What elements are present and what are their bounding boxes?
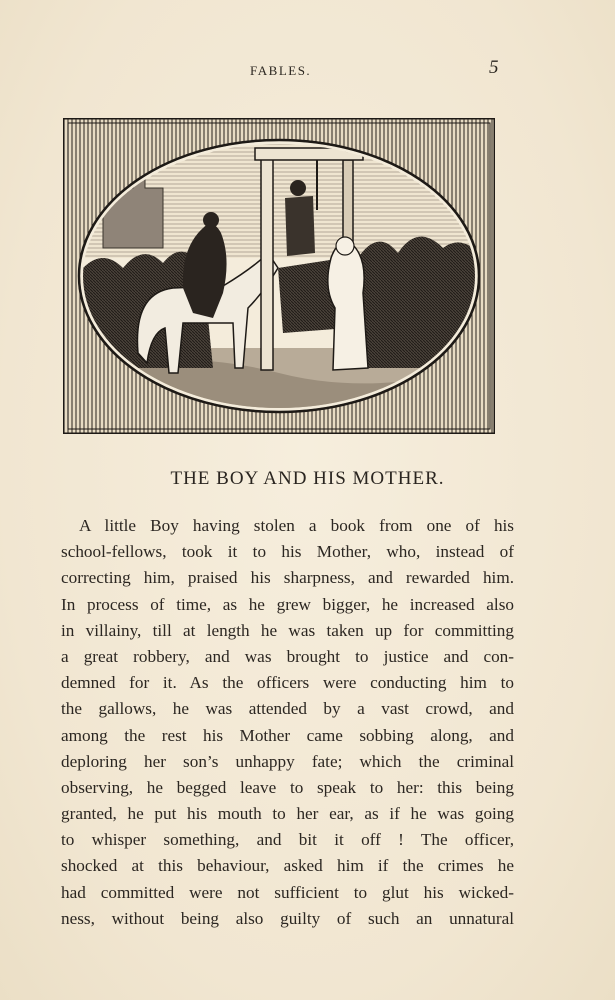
text-line: In process of time, as he grew bigger, he increased also: [61, 594, 514, 614]
text-line: correcting him, praised his sharpness, and rewarded him.: [61, 568, 514, 588]
text-line: deploring her son’s unhappy fate; which the criminal: [61, 751, 514, 771]
fable-body: [61, 513, 514, 932]
running-title: FABLES.: [250, 63, 312, 78]
fable-title: THE BOY AND HIS MOTHER.: [170, 468, 445, 489]
text-line: the gallows, he was attended by a vast crowd, and: [61, 699, 514, 719]
text-line: A little Boy having stolen a book from one of his: [79, 516, 514, 535]
text-line: demned for it. As the officers were conducting him to: [61, 673, 514, 693]
text-line: school-fellows, took it to his Mother, who, instead of: [61, 542, 514, 562]
engraving-gallows-scene-icon: [63, 118, 495, 434]
text-line: had committed were not sufficient to glut his wicked-: [61, 882, 514, 902]
text-line: observing, he begged leave to speak to her: this being: [61, 777, 514, 797]
text-line: in villainy, till at length he was taken up for committing: [61, 620, 514, 640]
text-line: ness, without being also guilty of such an unnatural: [61, 908, 514, 928]
text-line: granted, he put his mouth to her ear, as if he was going: [61, 804, 514, 824]
text-line: to whisper something, and bit it off ! The officer,: [61, 830, 514, 850]
text-line: a great robbery, and was brought to justice and con-: [61, 646, 514, 666]
engraving-illustration: [63, 118, 495, 434]
text-line: among the rest his Mother came sobbing along, and: [61, 725, 514, 745]
page-number: 5: [489, 57, 499, 78]
text-line: shocked at this behaviour, asked him if the crimes he: [61, 856, 514, 876]
running-head: [0, 57, 615, 83]
